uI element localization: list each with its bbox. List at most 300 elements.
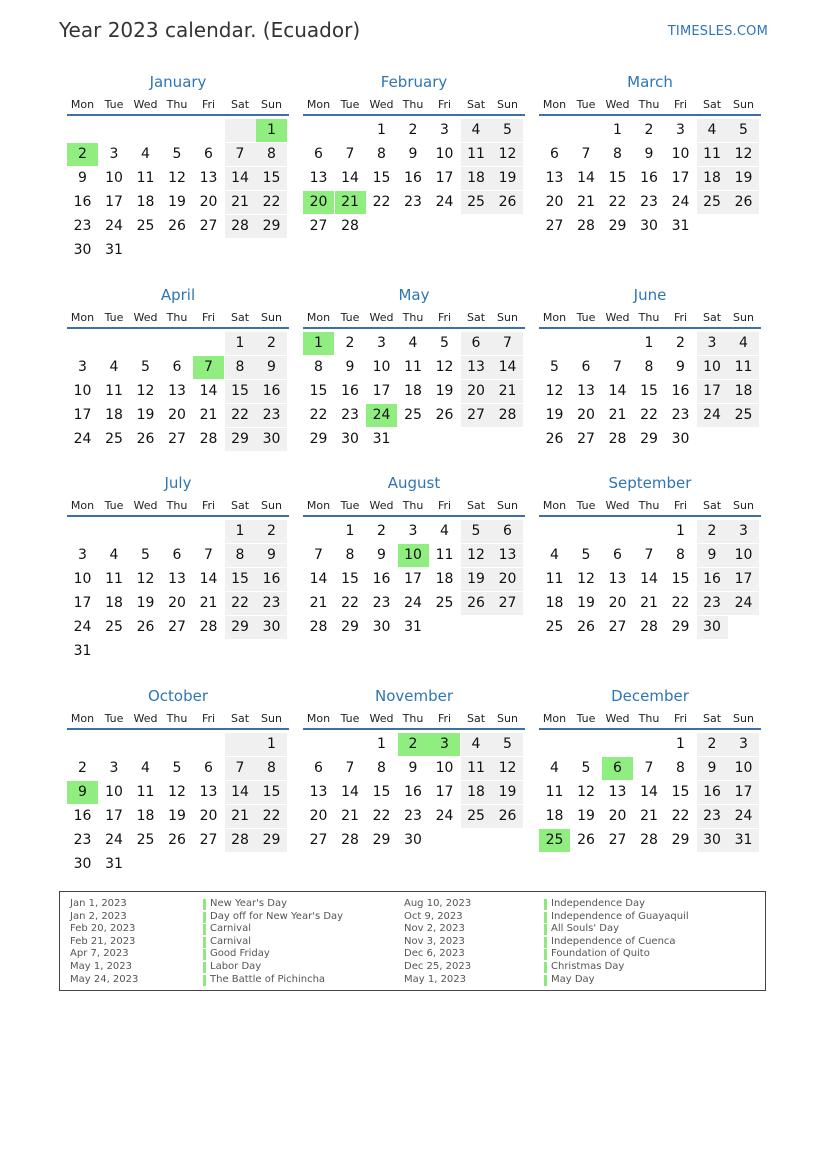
day-cell[interactable]: 24 <box>73 619 92 635</box>
day-cell[interactable]: 22 <box>341 595 359 611</box>
day-cell[interactable]: 18 <box>697 167 728 190</box>
day-cell[interactable]: 27 <box>309 218 328 234</box>
day-cell[interactable]: 21 <box>492 380 523 403</box>
day-cell[interactable]: 22 <box>256 805 287 828</box>
day-cell[interactable]: 15 <box>372 784 391 800</box>
day-cell[interactable]: 3 <box>728 733 759 756</box>
day-cell[interactable]: 11 <box>404 359 422 375</box>
day-cell[interactable]: 10 <box>105 170 123 186</box>
day-cell[interactable]: 9 <box>256 356 287 379</box>
day-cell[interactable]: 3 <box>697 332 728 355</box>
day-cell[interactable]: 20 <box>168 407 186 423</box>
day-cell[interactable]: 19 <box>577 808 595 824</box>
day-cell[interactable]: 13 <box>309 170 328 186</box>
day-cell[interactable]: 18 <box>545 595 564 611</box>
day-cell[interactable]: 28 <box>640 619 658 635</box>
day-cell[interactable]: 16 <box>341 383 359 399</box>
day-cell[interactable]: 21 <box>199 407 218 423</box>
day-cell[interactable]: 30 <box>697 829 728 852</box>
day-cell[interactable]: 20 <box>199 808 218 824</box>
day-cell[interactable]: 13 <box>168 383 186 399</box>
day-cell[interactable]: 2 <box>644 122 654 138</box>
day-cell[interactable]: 12 <box>461 544 492 567</box>
day-cell[interactable]: 25 <box>461 191 492 214</box>
day-cell[interactable]: 3 <box>78 359 87 375</box>
day-cell[interactable]: 13 <box>608 571 627 587</box>
day-cell[interactable]: 20 <box>608 595 627 611</box>
day-cell[interactable]: 6 <box>172 547 182 563</box>
day-cell[interactable]: 21 <box>225 805 256 828</box>
day-cell[interactable]: 4 <box>461 733 492 756</box>
day-cell[interactable]: 25 <box>435 595 454 611</box>
day-cell[interactable]: 17 <box>105 808 123 824</box>
day-cell[interactable]: 5 <box>550 359 559 375</box>
day-cell[interactable]: 22 <box>608 194 627 210</box>
day-cell[interactable]: 31 <box>404 619 422 635</box>
day-cell[interactable]: 24 <box>697 404 728 427</box>
day-cell[interactable]: 9 <box>377 547 386 563</box>
day-cell[interactable]: 5 <box>440 335 449 351</box>
day-cell[interactable]: 8 <box>345 547 355 563</box>
day-cell[interactable]: 30 <box>73 242 92 258</box>
day-cell[interactable]: 3 <box>408 523 418 539</box>
day-cell[interactable]: 12 <box>545 383 564 399</box>
day-cell[interactable]: 16 <box>256 568 287 591</box>
day-cell[interactable]: 13 <box>309 784 328 800</box>
day-cell[interactable]: 8 <box>225 544 256 567</box>
day-cell[interactable]: 14 <box>640 571 658 587</box>
day-cell[interactable]: 27 <box>168 619 186 635</box>
day-cell[interactable]: 23 <box>404 194 422 210</box>
day-cell[interactable]: 2 <box>408 122 418 138</box>
day-cell[interactable]: 6 <box>172 359 182 375</box>
day-cell[interactable]: 28 <box>199 431 218 447</box>
day-cell[interactable]: 7 <box>314 547 323 563</box>
day-cell[interactable]: 3 <box>377 335 386 351</box>
day-cell[interactable]: 5 <box>728 119 759 142</box>
day-cell[interactable]: 26 <box>461 592 492 615</box>
day-cell[interactable]: 24 <box>728 805 759 828</box>
day-cell[interactable]: 19 <box>577 595 595 611</box>
day-cell[interactable]: 28 <box>577 218 595 234</box>
day-cell[interactable]: 8 <box>644 359 654 375</box>
day-cell[interactable]: 15 <box>225 568 256 591</box>
day-cell[interactable]: 12 <box>577 571 595 587</box>
day-cell[interactable]: 24 <box>728 592 759 615</box>
day-cell[interactable]: 6 <box>461 332 492 355</box>
day-cell[interactable]: 7 <box>613 359 622 375</box>
day-cell[interactable]: 9 <box>408 146 418 162</box>
day-cell[interactable]: 3 <box>440 122 449 138</box>
day-cell[interactable]: 1 <box>676 736 685 752</box>
day-cell[interactable]: 13 <box>608 784 627 800</box>
day-cell[interactable]: 12 <box>168 784 186 800</box>
day-cell[interactable]: 14 <box>225 781 256 804</box>
day-cell[interactable]: 16 <box>404 170 422 186</box>
day-cell[interactable]: 25 <box>461 805 492 828</box>
day-cell[interactable]: 7 <box>581 146 591 162</box>
day-cell[interactable]: 28 <box>341 218 359 234</box>
day-cell[interactable]: 7 <box>345 146 355 162</box>
day-cell[interactable]: 7 <box>225 143 256 166</box>
day-cell[interactable]: 2 <box>345 335 355 351</box>
day-cell[interactable]: 3 <box>78 547 87 563</box>
day-cell[interactable]: 19 <box>168 194 186 210</box>
day-cell[interactable]: 20 <box>199 194 218 210</box>
day-cell[interactable]: 5 <box>492 733 523 756</box>
holiday-day[interactable]: 9 <box>67 781 98 804</box>
day-cell[interactable]: 30 <box>341 431 359 447</box>
day-cell[interactable]: 5 <box>141 547 150 563</box>
day-cell[interactable]: 15 <box>341 571 359 587</box>
day-cell[interactable]: 20 <box>168 595 186 611</box>
day-cell[interactable]: 15 <box>256 781 287 804</box>
day-cell[interactable]: 28 <box>309 619 328 635</box>
day-cell[interactable]: 30 <box>671 431 690 447</box>
day-cell[interactable]: 8 <box>676 547 685 563</box>
day-cell[interactable]: 1 <box>676 523 685 539</box>
day-cell[interactable]: 19 <box>168 808 186 824</box>
day-cell[interactable]: 1 <box>225 332 256 355</box>
holiday-day[interactable]: 24 <box>366 404 397 427</box>
day-cell[interactable]: 15 <box>671 571 690 587</box>
day-cell[interactable]: 31 <box>73 643 92 659</box>
day-cell[interactable]: 9 <box>408 760 418 776</box>
day-cell[interactable]: 29 <box>671 832 690 848</box>
day-cell[interactable]: 11 <box>136 170 155 186</box>
day-cell[interactable]: 19 <box>136 595 155 611</box>
day-cell[interactable]: 17 <box>697 380 728 403</box>
day-cell[interactable]: 24 <box>435 194 454 210</box>
day-cell[interactable]: 19 <box>435 383 454 399</box>
day-cell[interactable]: 31 <box>728 829 759 852</box>
day-cell[interactable]: 7 <box>492 332 523 355</box>
day-cell[interactable]: 12 <box>136 571 155 587</box>
day-cell[interactable]: 20 <box>492 568 523 591</box>
day-cell[interactable]: 23 <box>697 592 728 615</box>
day-cell[interactable]: 4 <box>550 760 559 776</box>
day-cell[interactable]: 8 <box>676 760 685 776</box>
day-cell[interactable]: 4 <box>728 332 759 355</box>
day-cell[interactable]: 4 <box>550 547 559 563</box>
day-cell[interactable]: 22 <box>671 595 690 611</box>
day-cell[interactable]: 26 <box>168 832 186 848</box>
day-cell[interactable]: 15 <box>309 383 328 399</box>
day-cell[interactable]: 9 <box>676 359 685 375</box>
day-cell[interactable]: 5 <box>492 119 523 142</box>
day-cell[interactable]: 4 <box>141 760 150 776</box>
day-cell[interactable]: 20 <box>461 380 492 403</box>
day-cell[interactable]: 11 <box>435 547 454 563</box>
day-cell[interactable]: 21 <box>199 595 218 611</box>
day-cell[interactable]: 7 <box>225 757 256 780</box>
day-cell[interactable]: 31 <box>372 431 391 447</box>
day-cell[interactable]: 3 <box>109 146 119 162</box>
day-cell[interactable]: 6 <box>613 547 622 563</box>
day-cell[interactable]: 3 <box>728 520 759 543</box>
day-cell[interactable]: 20 <box>545 194 564 210</box>
holiday-day[interactable]: 21 <box>335 191 366 214</box>
day-cell[interactable]: 17 <box>105 194 123 210</box>
holiday-day[interactable]: 1 <box>256 119 287 142</box>
day-cell[interactable]: 13 <box>577 383 595 399</box>
day-cell[interactable]: 23 <box>372 595 391 611</box>
day-cell[interactable]: 26 <box>168 218 186 234</box>
day-cell[interactable]: 12 <box>168 170 186 186</box>
day-cell[interactable]: 6 <box>492 520 523 543</box>
day-cell[interactable]: 25 <box>136 832 155 848</box>
day-cell[interactable]: 21 <box>309 595 328 611</box>
day-cell[interactable]: 20 <box>577 407 595 423</box>
day-cell[interactable]: 8 <box>256 757 287 780</box>
day-cell[interactable]: 9 <box>256 544 287 567</box>
day-cell[interactable]: 25 <box>404 407 422 423</box>
day-cell[interactable]: 9 <box>345 359 355 375</box>
day-cell[interactable]: 1 <box>345 523 355 539</box>
day-cell[interactable]: 18 <box>105 595 123 611</box>
day-cell[interactable]: 23 <box>256 404 287 427</box>
day-cell[interactable]: 11 <box>105 571 123 587</box>
day-cell[interactable]: 13 <box>199 170 218 186</box>
day-cell[interactable]: 21 <box>225 191 256 214</box>
day-cell[interactable]: 18 <box>105 407 123 423</box>
day-cell[interactable]: 30 <box>697 616 728 639</box>
day-cell[interactable]: 19 <box>492 167 523 190</box>
day-cell[interactable]: 17 <box>73 407 92 423</box>
day-cell[interactable]: 28 <box>640 832 658 848</box>
day-cell[interactable]: 9 <box>78 170 87 186</box>
day-cell[interactable]: 27 <box>608 832 627 848</box>
day-cell[interactable]: 28 <box>608 431 627 447</box>
day-cell[interactable]: 13 <box>461 356 492 379</box>
day-cell[interactable]: 17 <box>404 571 422 587</box>
day-cell[interactable]: 4 <box>440 523 449 539</box>
day-cell[interactable]: 25 <box>545 619 564 635</box>
day-cell[interactable]: 27 <box>492 592 523 615</box>
day-cell[interactable]: 1 <box>225 520 256 543</box>
day-cell[interactable]: 19 <box>136 407 155 423</box>
day-cell[interactable]: 4 <box>461 119 492 142</box>
day-cell[interactable]: 6 <box>314 146 323 162</box>
day-cell[interactable]: 27 <box>309 832 328 848</box>
day-cell[interactable]: 21 <box>341 808 359 824</box>
day-cell[interactable]: 23 <box>640 194 658 210</box>
day-cell[interactable]: 14 <box>199 571 218 587</box>
day-cell[interactable]: 30 <box>372 619 391 635</box>
day-cell[interactable]: 12 <box>492 143 523 166</box>
day-cell[interactable]: 18 <box>461 781 492 804</box>
day-cell[interactable]: 10 <box>697 356 728 379</box>
day-cell[interactable]: 14 <box>225 167 256 190</box>
day-cell[interactable]: 30 <box>256 616 287 639</box>
day-cell[interactable]: 6 <box>204 760 213 776</box>
day-cell[interactable]: 2 <box>78 760 87 776</box>
day-cell[interactable]: 30 <box>404 832 422 848</box>
day-cell[interactable]: 8 <box>613 146 622 162</box>
day-cell[interactable]: 27 <box>577 431 595 447</box>
day-cell[interactable]: 24 <box>105 832 123 848</box>
day-cell[interactable]: 16 <box>640 170 658 186</box>
day-cell[interactable]: 1 <box>377 736 386 752</box>
day-cell[interactable]: 11 <box>728 356 759 379</box>
day-cell[interactable]: 25 <box>105 431 123 447</box>
holiday-day[interactable]: 1 <box>303 332 334 355</box>
day-cell[interactable]: 22 <box>372 808 391 824</box>
day-cell[interactable]: 19 <box>728 167 759 190</box>
day-cell[interactable]: 21 <box>640 595 658 611</box>
day-cell[interactable]: 24 <box>435 808 454 824</box>
day-cell[interactable]: 8 <box>225 356 256 379</box>
day-cell[interactable]: 16 <box>372 571 391 587</box>
day-cell[interactable]: 27 <box>608 619 627 635</box>
day-cell[interactable]: 10 <box>728 544 759 567</box>
day-cell[interactable]: 29 <box>640 431 658 447</box>
day-cell[interactable]: 20 <box>608 808 627 824</box>
holiday-day[interactable]: 3 <box>429 733 460 756</box>
day-cell[interactable]: 10 <box>73 571 92 587</box>
day-cell[interactable]: 26 <box>435 407 454 423</box>
day-cell[interactable]: 29 <box>225 428 256 451</box>
day-cell[interactable]: 18 <box>461 167 492 190</box>
day-cell[interactable]: 23 <box>73 218 92 234</box>
day-cell[interactable]: 22 <box>372 194 391 210</box>
day-cell[interactable]: 5 <box>581 547 591 563</box>
day-cell[interactable]: 4 <box>408 335 418 351</box>
day-cell[interactable]: 2 <box>697 520 728 543</box>
day-cell[interactable]: 26 <box>728 191 759 214</box>
day-cell[interactable]: 16 <box>697 781 728 804</box>
day-cell[interactable]: 9 <box>697 544 728 567</box>
day-cell[interactable]: 28 <box>225 215 256 238</box>
day-cell[interactable]: 29 <box>309 431 328 447</box>
day-cell[interactable]: 8 <box>377 760 386 776</box>
day-cell[interactable]: 17 <box>435 170 454 186</box>
day-cell[interactable]: 22 <box>225 592 256 615</box>
day-cell[interactable]: 26 <box>492 191 523 214</box>
day-cell[interactable]: 11 <box>461 757 492 780</box>
day-cell[interactable]: 21 <box>577 194 595 210</box>
day-cell[interactable]: 14 <box>341 784 359 800</box>
day-cell[interactable]: 31 <box>105 242 123 258</box>
day-cell[interactable]: 5 <box>172 760 182 776</box>
day-cell[interactable]: 19 <box>461 568 492 591</box>
day-cell[interactable]: 15 <box>671 784 690 800</box>
day-cell[interactable]: 10 <box>372 359 391 375</box>
day-cell[interactable]: 24 <box>73 431 92 447</box>
day-cell[interactable]: 14 <box>608 383 627 399</box>
day-cell[interactable]: 11 <box>697 143 728 166</box>
day-cell[interactable]: 16 <box>73 808 92 824</box>
day-cell[interactable]: 26 <box>492 805 523 828</box>
day-cell[interactable]: 14 <box>199 383 218 399</box>
day-cell[interactable]: 26 <box>136 619 155 635</box>
day-cell[interactable]: 31 <box>105 856 123 872</box>
day-cell[interactable]: 1 <box>377 122 386 138</box>
day-cell[interactable]: 10 <box>728 757 759 780</box>
day-cell[interactable]: 4 <box>697 119 728 142</box>
day-cell[interactable]: 18 <box>136 808 155 824</box>
day-cell[interactable]: 6 <box>204 146 213 162</box>
day-cell[interactable]: 22 <box>309 407 328 423</box>
day-cell[interactable]: 11 <box>136 784 155 800</box>
holiday-day[interactable]: 2 <box>67 143 98 166</box>
day-cell[interactable]: 25 <box>728 404 759 427</box>
day-cell[interactable]: 17 <box>435 784 454 800</box>
day-cell[interactable]: 4 <box>141 146 150 162</box>
day-cell[interactable]: 23 <box>404 808 422 824</box>
day-cell[interactable]: 18 <box>728 380 759 403</box>
day-cell[interactable]: 24 <box>671 194 690 210</box>
day-cell[interactable]: 23 <box>697 805 728 828</box>
day-cell[interactable]: 13 <box>168 571 186 587</box>
day-cell[interactable]: 14 <box>492 356 523 379</box>
day-cell[interactable]: 7 <box>345 760 355 776</box>
day-cell[interactable]: 22 <box>256 191 287 214</box>
day-cell[interactable]: 12 <box>577 784 595 800</box>
day-cell[interactable]: 10 <box>435 760 454 776</box>
day-cell[interactable]: 15 <box>256 167 287 190</box>
holiday-day[interactable]: 2 <box>398 733 429 756</box>
day-cell[interactable]: 25 <box>105 619 123 635</box>
day-cell[interactable]: 17 <box>728 568 759 591</box>
day-cell[interactable]: 5 <box>581 760 591 776</box>
day-cell[interactable]: 26 <box>545 431 564 447</box>
day-cell[interactable]: 27 <box>545 218 564 234</box>
day-cell[interactable]: 5 <box>461 520 492 543</box>
day-cell[interactable]: 17 <box>372 383 391 399</box>
day-cell[interactable]: 14 <box>309 571 328 587</box>
day-cell[interactable]: 27 <box>199 832 218 848</box>
day-cell[interactable]: 16 <box>671 383 690 399</box>
day-cell[interactable]: 28 <box>341 832 359 848</box>
day-cell[interactable]: 12 <box>435 359 454 375</box>
day-cell[interactable]: 17 <box>671 170 690 186</box>
day-cell[interactable]: 1 <box>256 733 287 756</box>
day-cell[interactable]: 8 <box>377 146 386 162</box>
day-cell[interactable]: 2 <box>256 332 287 355</box>
day-cell[interactable]: 28 <box>225 829 256 852</box>
day-cell[interactable]: 14 <box>577 170 595 186</box>
day-cell[interactable]: 15 <box>372 170 391 186</box>
day-cell[interactable]: 27 <box>461 404 492 427</box>
day-cell[interactable]: 22 <box>671 808 690 824</box>
day-cell[interactable]: 12 <box>492 757 523 780</box>
day-cell[interactable]: 2 <box>676 335 685 351</box>
day-cell[interactable]: 19 <box>545 407 564 423</box>
day-cell[interactable]: 22 <box>225 404 256 427</box>
day-cell[interactable]: 21 <box>640 808 658 824</box>
day-cell[interactable]: 23 <box>256 592 287 615</box>
day-cell[interactable]: 10 <box>105 784 123 800</box>
day-cell[interactable]: 29 <box>608 218 627 234</box>
day-cell[interactable]: 5 <box>172 146 182 162</box>
day-cell[interactable]: 15 <box>640 383 658 399</box>
day-cell[interactable]: 21 <box>608 407 627 423</box>
day-cell[interactable]: 22 <box>640 407 658 423</box>
day-cell[interactable]: 28 <box>492 404 523 427</box>
day-cell[interactable]: 26 <box>577 619 595 635</box>
day-cell[interactable]: 16 <box>404 784 422 800</box>
day-cell[interactable]: 25 <box>136 218 155 234</box>
day-cell[interactable]: 24 <box>404 595 422 611</box>
day-cell[interactable]: 6 <box>314 760 323 776</box>
day-cell[interactable]: 20 <box>309 808 328 824</box>
day-cell[interactable]: 3 <box>676 122 685 138</box>
holiday-day[interactable]: 10 <box>398 544 429 567</box>
day-cell[interactable]: 3 <box>109 760 119 776</box>
day-cell[interactable]: 18 <box>136 194 155 210</box>
day-cell[interactable]: 25 <box>697 191 728 214</box>
